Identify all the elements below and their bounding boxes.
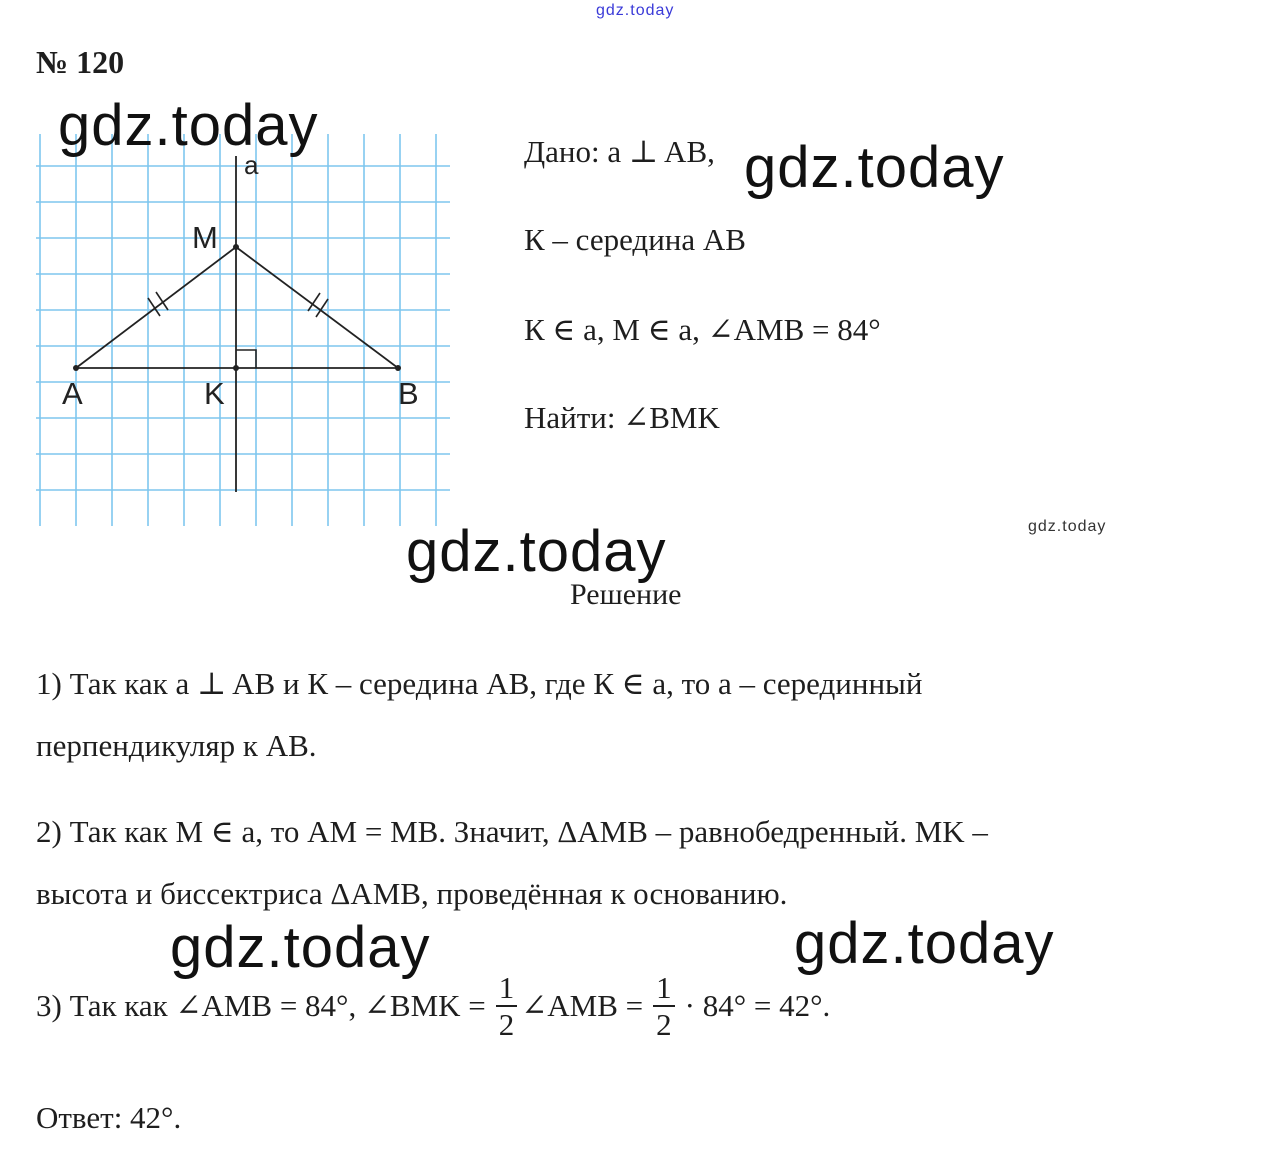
point-b (395, 365, 401, 371)
step-3-part-2: ∠AMB = (521, 988, 644, 1023)
answer-line: Ответ: 42°. (36, 1100, 182, 1135)
point-a (73, 365, 79, 371)
site-watermark-top: gdz.today (596, 2, 675, 19)
given-line-3: К ∈ a, M ∈ a, ∠AMB = 84° (524, 312, 881, 347)
watermark-2: gdz.today (744, 135, 1005, 200)
problem-number: № 120 (36, 44, 125, 80)
given-line-1: Дано: a ⊥ AB, (524, 134, 715, 169)
right-angle-mark (236, 350, 256, 368)
find-line: Найти: ∠BMK (524, 400, 720, 435)
segment-mb (236, 247, 398, 368)
given-line-2: К – середина AB (524, 222, 746, 257)
watermark-1: gdz.today (58, 93, 319, 158)
label-a-line: a (244, 150, 259, 180)
fraction-2-denominator: 2 (656, 1007, 672, 1042)
step-3-part-3: · 84° = 42°. (684, 988, 831, 1023)
point-k (233, 365, 239, 371)
fraction-2 (653, 972, 675, 1040)
geometry-figure (36, 134, 456, 526)
grid-lines (36, 134, 450, 526)
fraction-1 (496, 972, 518, 1040)
watermark-3: gdz.today (406, 519, 667, 584)
watermark-4: gdz.today (170, 915, 431, 980)
watermark-5: gdz.today (794, 911, 1055, 976)
step-1-line-2: перпендикуляр к AB. (36, 728, 317, 763)
watermark-small: gdz.today (1028, 518, 1107, 535)
step-1-line-1: 1) Так как a ⊥ AB и К – середина AB, где К ∈ a, то a – серединный (36, 666, 923, 701)
point-m (233, 244, 239, 250)
step-2-line-2: высота и биссектриса ΔAMB, проведённая к основанию. (36, 876, 788, 911)
solution-title: Решение (570, 578, 682, 611)
tick-am-2 (156, 292, 168, 310)
fraction-1-numerator: 1 (496, 972, 518, 1007)
label-point-b: B (398, 376, 419, 411)
step-3-part-1: 3) Так как ∠AMB = 84°, ∠BMK = (36, 988, 486, 1023)
label-point-k: K (204, 376, 225, 411)
step-3-line (36, 966, 830, 1046)
label-m: M (192, 220, 218, 255)
fraction-2-numerator: 1 (653, 972, 675, 1007)
fraction-1-denominator: 2 (498, 1007, 515, 1042)
step-2-line-1: 2) Так как M ∈ a, то AM = MB. Значит, ΔAMB – равнобедренный. MK – (36, 814, 988, 849)
segment-am (76, 247, 236, 368)
label-point-a: A (62, 376, 83, 411)
